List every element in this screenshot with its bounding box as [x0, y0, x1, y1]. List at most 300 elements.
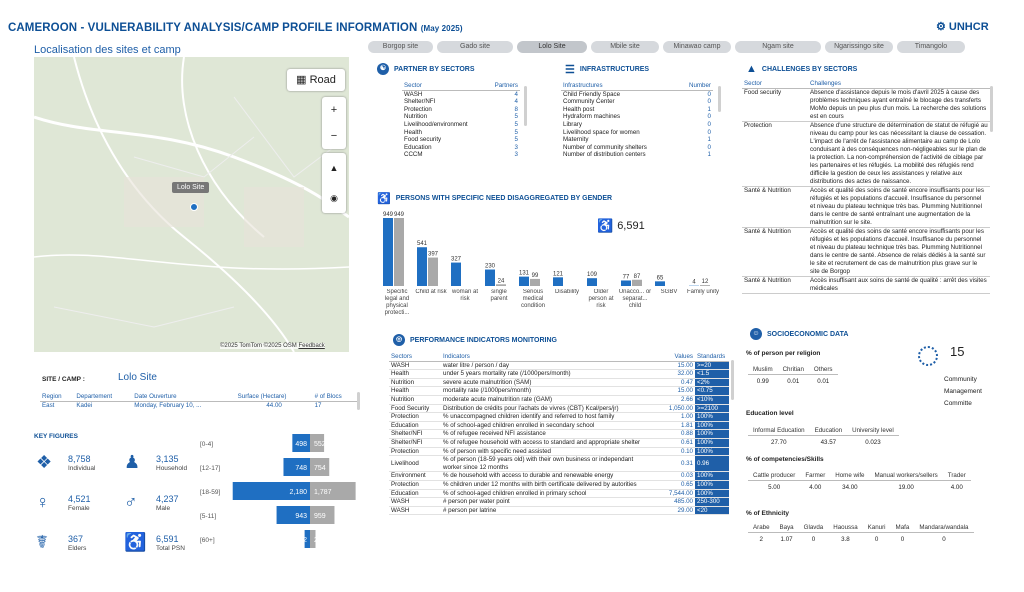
table-cell: 32.00 [651, 370, 695, 379]
table-cell: 0 [707, 128, 711, 136]
table-cell: 5 [514, 128, 518, 136]
table-cell: Education [389, 489, 441, 498]
table-cell: 100% [695, 472, 729, 481]
table-cell: Nutrition [389, 378, 441, 387]
table-cell: 1.00 [651, 413, 695, 422]
table-cell: <1.5 [695, 370, 729, 379]
table-cell: Accès et qualité des soins de santé encore insuffisants pour les réfugiés et les populations d'accueil. Insuffisance du personnel et niveau du plateau technique très bas. Plumming Nutritionnel dans le centre de santé. Absence de relais dédiés à la santé sur le site et recrutement de cas de malnutrition plus grave sur le site de Borgop [808, 227, 990, 276]
table-cell: Health [404, 128, 422, 136]
column-header: Indicators [441, 353, 651, 361]
table-cell: Education [404, 143, 432, 151]
female-bar [451, 263, 461, 286]
key-figure-label: Elders [68, 545, 87, 552]
feedback-link[interactable]: Feedback [298, 343, 325, 349]
table-cell: <0.75 [695, 387, 729, 396]
table-cell: Protection [389, 480, 441, 489]
cell-region: East [42, 401, 55, 409]
table-cell: Number of community shelters [563, 143, 647, 151]
table-cell: Livelihood [389, 456, 441, 472]
table-cell: Maternity [563, 136, 589, 144]
table-cell: 0.88 [651, 430, 695, 439]
table-cell: 100% [695, 438, 729, 447]
table-row [742, 88, 990, 121]
table-row [389, 472, 729, 481]
table-cell: 0.31 [651, 456, 695, 472]
table-cell: Food security [742, 88, 808, 121]
table-row [389, 395, 729, 404]
column-header: Haoussa [828, 524, 862, 532]
table-cell: # person per latrine [441, 506, 651, 515]
ethnicity-table [748, 524, 974, 547]
key-figure-label: Total PSN [156, 545, 185, 552]
site-label: SITE / CAMP : [42, 376, 85, 383]
value-cell: 2 [759, 535, 763, 543]
table-cell: Protection [404, 105, 432, 113]
table-cell: Santé & Nutrition [742, 227, 808, 276]
category-label: Unacco... or separat... child [618, 289, 652, 309]
column-header: Partners [486, 82, 520, 90]
female-value: 4 [692, 279, 696, 286]
table-cell: 8 [514, 105, 518, 113]
table-cell: % of person with specific need assisted [441, 447, 651, 456]
key-figure-value: 4,237 [156, 494, 179, 504]
table-cell: 250-300 [695, 498, 729, 507]
table-cell: Hydraform machines [563, 113, 621, 121]
value-cell: 4.00 [809, 483, 822, 491]
table-cell: 4 [514, 98, 518, 106]
table-row [561, 121, 713, 129]
value-cell: 0.023 [865, 438, 881, 446]
column-header: Sector [742, 80, 808, 88]
table-cell: 1 [707, 105, 711, 113]
value-cell: 0 [942, 535, 946, 543]
table-cell: >=20 [695, 361, 729, 370]
value-row [748, 374, 838, 389]
value-cell: 3.8 [841, 535, 850, 543]
age-group-label: [60+] [200, 537, 215, 544]
table-cell: 485.00 [651, 498, 695, 507]
tab-ngarissingo[interactable]: Ngarissingo site [825, 41, 893, 53]
female-value: 230 [484, 263, 496, 270]
perf-scrollbar[interactable] [731, 360, 734, 400]
male-value: 24 [497, 278, 505, 285]
infra-header: ☰ INFRASTRUCTURES [565, 64, 650, 76]
header-row [389, 353, 729, 361]
table-cell: severe acute malnutrition (SAM) [441, 378, 651, 387]
table-cell: 15.00 [651, 387, 695, 396]
column-header: Standards [695, 353, 729, 361]
table-cell: moderate acute malnutrition rate (GAM) [441, 395, 651, 404]
psn-chart [377, 202, 727, 327]
male-value: 1,787 [314, 489, 332, 496]
male-bar [530, 279, 540, 286]
tab-gado[interactable]: Gado site [437, 41, 513, 53]
tab-lolo[interactable]: Lolo Site [517, 41, 587, 53]
table-cell: <10% [695, 395, 729, 404]
table-cell: 0.03 [651, 472, 695, 481]
table-cell: 100% [695, 480, 729, 489]
column-header: Number [678, 82, 713, 90]
table-row [561, 90, 713, 98]
table-cell: Health post [563, 105, 595, 113]
male-value: 959 [314, 513, 326, 520]
table-row [561, 129, 713, 137]
female-value: 748 [295, 465, 307, 472]
site-map[interactable] [34, 57, 349, 352]
female-value: 152 [295, 537, 307, 544]
table-cell: 29.00 [651, 506, 695, 515]
column-header: Infrastructures [561, 82, 678, 90]
male-bar [496, 284, 506, 286]
value-cell: 0.99 [756, 377, 769, 385]
female-bar [621, 280, 631, 286]
table-row [402, 136, 520, 144]
wheelchair-icon: ♿ [124, 532, 147, 552]
target-icon: ◎ [393, 334, 405, 346]
age-group-label: [5-11] [200, 513, 217, 520]
age-group-label: [12-17] [200, 465, 221, 472]
category-label: Specific legal and physical protecti... [384, 289, 410, 316]
key-figure-value: 6,591 [156, 534, 179, 544]
male-value: 215 [314, 537, 326, 544]
table-cell: 2.66 [651, 395, 695, 404]
table-row [742, 276, 990, 293]
female-value: 77 [622, 274, 630, 281]
table-cell: CCCM [404, 151, 423, 159]
column-header: Chritian [778, 366, 809, 374]
table-cell: Accès insuffisant aux soins de santé de qualité : arrêt des visites médicales [808, 276, 990, 293]
value-cell: 34.00 [842, 483, 858, 491]
table-row [389, 413, 729, 422]
table-cell: 3 [514, 143, 518, 151]
site-name: Lolo Site [118, 372, 157, 383]
category-label: single parent [490, 289, 508, 302]
tab-minawao[interactable]: Minawao camp [663, 41, 731, 53]
male-bar [394, 218, 404, 286]
col-surface: Surface (Hectare) [236, 393, 313, 401]
key-figure-label: Male [156, 505, 171, 512]
table-row [389, 387, 729, 396]
header-row [561, 82, 713, 90]
table-cell: 100% [695, 447, 729, 456]
age-pyramid [198, 432, 368, 557]
site-table [40, 393, 358, 409]
table-row [389, 456, 729, 472]
table-cell: Shelter/NFI [389, 430, 441, 439]
category-label: Serious medical condition [520, 289, 546, 309]
male-value: 397 [427, 251, 439, 258]
tab-mbile[interactable]: Mbile site [591, 41, 659, 53]
table-cell: Absence d'une structure de détermination de statut de réfugié au niveau du camp pour les cas nécessitant la clause de cessation. L'impact de l'arrêt de l'assistance alimentaire au camp de Lolo conduisant à des conséquences non-négligeables sur le plan de la protection. La non-compréhension de l'activité de ciblage par les partenaires et les réfugiés. La mobilité des réfugiés rend difficile la gestion de ceux les assistances y relative aux distributions des actes de naissance. [808, 121, 990, 186]
table-cell: % de household with access to durable and renewable energy [441, 472, 651, 481]
header-row [402, 82, 520, 90]
table-cell: Santé & Nutrition [742, 276, 808, 293]
tab-borgop[interactable]: Borgop site [368, 41, 433, 53]
table-cell: WASH [389, 506, 441, 515]
table-cell: >=2100 [695, 404, 729, 413]
column-header: Cattle producer [748, 472, 800, 480]
table-cell: Shelter/NFI [389, 438, 441, 447]
tab-ngam[interactable]: Ngam site [735, 41, 821, 53]
col-blocs: # of Blocs [313, 393, 358, 401]
table-row [389, 447, 729, 456]
unhcr-logo: ⚙ UNHCR [936, 21, 989, 33]
col-region: Region [40, 393, 74, 401]
female-value: 121 [552, 271, 564, 278]
value-cell: 43.57 [820, 438, 837, 446]
table-cell: Education [389, 421, 441, 430]
marker-label: Lolo Site [172, 182, 209, 193]
column-header: Mafa [891, 524, 915, 532]
ethnicity-title: % of Ethnicity [746, 510, 789, 517]
male-value: 754 [314, 465, 326, 472]
religion-table [748, 366, 838, 389]
wheelchair-total-icon: ♿ [597, 218, 614, 233]
map-attribution: ©2025 TomTom ©2025 OSM Feedback [220, 343, 325, 349]
header-row [748, 524, 974, 532]
table-cell: 0.61 [651, 438, 695, 447]
key-figure-value: 8,758 [68, 454, 91, 464]
perf-header: ◎ PERFORMANCE INDICATORS MONITORING [393, 334, 557, 346]
warning-icon: ▲ [746, 63, 757, 75]
column-header: Sectors [389, 353, 441, 361]
male-value: 87 [633, 273, 641, 280]
cell-surface: 44.00 [266, 401, 282, 409]
table-row [561, 151, 713, 159]
key-figure-label: Household [156, 465, 188, 472]
col-departement: Departement [74, 393, 132, 401]
header-row [748, 472, 971, 480]
table-row [402, 121, 520, 129]
key-figure-value: 3,135 [156, 454, 179, 464]
cell-blocs: 17 [314, 401, 322, 409]
table-row [561, 98, 713, 106]
female-value: 541 [416, 241, 428, 248]
table-cell: Shelter/NFI [404, 98, 436, 106]
female-icon: ♀ [36, 492, 50, 512]
challenges-panel [742, 80, 990, 304]
table-row [389, 404, 729, 413]
table-cell: Accès et qualité des soins de santé encore insuffisants pour les réfugiés et les populations d'accueil. Insuffisance du personnel et niveau du plateau technique très bas. Plumming Nutritionnel dans le centre de santé entraînant une augmentation de la malnutrition sur le site. [808, 186, 990, 227]
table-row [561, 136, 713, 144]
key-figures-title: KEY FIGURES [34, 433, 78, 440]
column-header: Sector [402, 82, 486, 90]
committee-icon [918, 346, 938, 366]
female-bar [417, 247, 427, 286]
road-layer-button[interactable]: ▦ Road [287, 69, 345, 91]
value-cell: 0.01 [817, 377, 830, 385]
table-row [389, 370, 729, 379]
table-cell: Protection [742, 121, 808, 186]
table-cell: 5 [514, 120, 518, 128]
table-cell: 0.65 [651, 480, 695, 489]
table-row [389, 378, 729, 387]
table-cell: Community Center [563, 98, 615, 106]
table-cell: % of school-aged children enrolled in primary school [441, 489, 651, 498]
table-cell: <2% [695, 378, 729, 387]
skills-title: % of competencies/Skills [746, 456, 824, 463]
table-cell: % of school-aged children enrolled in secondary school [441, 421, 651, 430]
key-figure-value: 367 [68, 534, 84, 544]
table-cell: Livelihood space for women [563, 128, 640, 136]
infra-scrollbar[interactable] [718, 86, 721, 112]
page-title: CAMEROON - VULNERABILITY ANALYSIS/CAMP PROFILE INFORMATION (May 2025) [8, 22, 463, 34]
people-icon: ☺ [750, 328, 762, 340]
challenges-table [742, 80, 990, 294]
column-header: Informal Education [748, 427, 810, 435]
table-cell: 100% [695, 489, 729, 498]
table-cell: Protection [389, 413, 441, 422]
value-cell: 0.01 [787, 377, 800, 385]
table-row [742, 186, 990, 227]
table-row [402, 106, 520, 114]
table-cell: 5 [514, 136, 518, 144]
age-group-label: [0-4] [200, 441, 214, 448]
age-group-label: [18-59] [200, 489, 221, 496]
value-cell: 5.00 [768, 483, 781, 491]
table-row [402, 144, 520, 152]
household-icon: ♟ [124, 452, 141, 472]
committee-count: 15 [950, 344, 965, 359]
partner-scrollbar[interactable] [524, 86, 527, 126]
column-header: Home wife [830, 472, 869, 480]
table-cell: Santé & Nutrition [742, 186, 808, 227]
challenges-header: ▲ CHALLENGES BY SECTORS [746, 63, 858, 75]
table-cell: 1,050.00 [651, 404, 695, 413]
education-title: Education level [746, 410, 794, 417]
table-cell: Health [389, 387, 441, 396]
column-header: University level [847, 427, 899, 435]
table-row [402, 129, 520, 137]
psn-total: ♿ 6,591 [597, 218, 645, 233]
category-label: SGBV [660, 289, 678, 295]
column-header: Farmer [800, 472, 830, 480]
table-cell: 1.81 [651, 421, 695, 430]
table-row [402, 113, 520, 121]
table-cell: # person per water point [441, 498, 651, 507]
col-date: Date Ouverture [132, 393, 235, 401]
table-cell: 0.10 [651, 447, 695, 456]
male-value: 949 [393, 212, 405, 218]
column-header: Mandara/wandala [914, 524, 973, 532]
table-cell: Library [563, 120, 582, 128]
table-cell: 15.00 [651, 361, 695, 370]
value-cell: 27.70 [771, 438, 787, 446]
female-bar [383, 218, 393, 286]
table-cell: % of person (18-59 years old) with their own business or independant worker since 12 months [441, 456, 651, 472]
header-row [748, 427, 899, 435]
value-row [748, 480, 971, 495]
table-cell: WASH [404, 90, 423, 98]
zoom-control[interactable]: + − [322, 97, 346, 149]
cell-departement: Kadei [76, 401, 93, 409]
female-value: 65 [656, 275, 664, 282]
tab-timangolo[interactable]: Timangolo [897, 41, 965, 53]
handshake-icon: ☯ [377, 63, 389, 75]
table-cell: 1 [707, 151, 711, 159]
column-header: Education [810, 427, 848, 435]
wheelchair-icon: ♿ [377, 193, 391, 205]
female-value: 943 [295, 513, 307, 520]
table-cell: Food Security [389, 404, 441, 413]
male-value: 99 [531, 272, 539, 279]
female-bar [519, 277, 529, 286]
infra-table [561, 82, 713, 159]
cell-date: Monday, February 10, ... [134, 401, 202, 409]
table-cell: 7,544.00 [651, 489, 695, 498]
column-header: Values [651, 353, 695, 361]
table-cell: mortality rate (/1000pers/month) [441, 387, 651, 396]
table-cell: Child Friendly Space [563, 90, 621, 98]
female-bar [587, 278, 597, 286]
female-value: 327 [450, 256, 462, 263]
table-row [389, 361, 729, 370]
header-row [748, 366, 838, 374]
table-cell: Nutrition [389, 395, 441, 404]
table-cell: WASH [389, 361, 441, 370]
challenges-scrollbar[interactable] [990, 86, 993, 132]
table-row [561, 106, 713, 114]
table-cell: under 5 years mortality rate (/1000pers/month) [441, 370, 651, 379]
table-row [389, 421, 729, 430]
female-value: 2,180 [289, 489, 307, 496]
value-cell: 4.00 [950, 483, 963, 491]
column-header: Others [809, 366, 838, 374]
table-row [561, 144, 713, 152]
female-bar [553, 277, 563, 286]
category-label: woman at risk [451, 289, 478, 302]
column-header: Trader [943, 472, 971, 480]
site-tabs [368, 41, 965, 53]
male-bar [700, 285, 710, 286]
map-subtitle: Localisation des sites et camp [34, 44, 181, 56]
partner-table [402, 82, 520, 159]
table-cell: 100% [695, 430, 729, 439]
male-value: 552 [314, 441, 326, 448]
religion-title: % of person per religion [746, 350, 821, 357]
table-cell: Health [389, 370, 441, 379]
site-scrollbar[interactable] [357, 392, 360, 410]
map-tools[interactable]: ▲ ◉ [322, 153, 346, 213]
table-cell: 0 [707, 143, 711, 151]
table-cell: 0 [707, 113, 711, 121]
female-value: 498 [295, 441, 307, 448]
table-cell: Livelihood/environment [404, 120, 468, 128]
male-value: 12 [701, 279, 709, 286]
table-row [389, 506, 729, 515]
male-bar [428, 258, 438, 286]
column-header: Arabe [748, 524, 775, 532]
table-cell: Nutrition [404, 113, 428, 121]
category-label: Disability [554, 289, 579, 295]
table-cell: % of refugee received NFI assistance [441, 430, 651, 439]
site-marker[interactable] [190, 203, 198, 211]
value-cell: 1.07 [780, 535, 793, 543]
table-cell: 0 [707, 90, 711, 98]
key-figure-value: 4,521 [68, 494, 91, 504]
category-label: Child at risk [415, 289, 447, 295]
column-header: Glavda [799, 524, 829, 532]
column-header: Baya [775, 524, 799, 532]
category-label: Family unity [686, 289, 719, 295]
value-cell: 0 [811, 535, 816, 543]
table-cell: 1 [707, 136, 711, 144]
header-row [742, 80, 990, 88]
table-cell: Number of distribution centers [563, 151, 646, 159]
table-row [402, 151, 520, 159]
table-cell: 0 [707, 98, 711, 106]
infrastructure-icon: ☰ [565, 64, 575, 76]
